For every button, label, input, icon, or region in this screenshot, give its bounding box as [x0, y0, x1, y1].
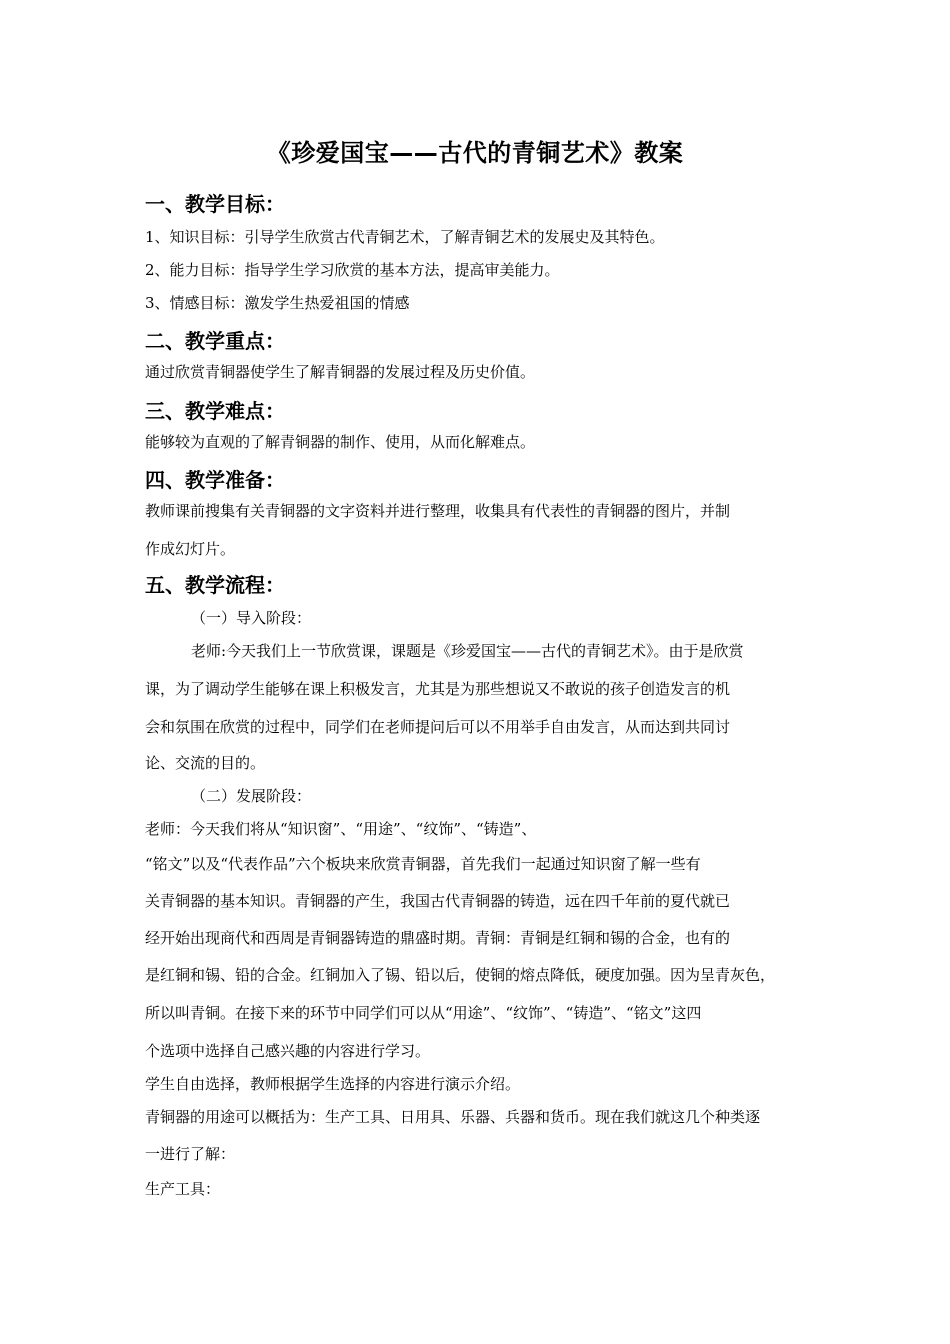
stage1-label: （一）导入阶段：: [191, 609, 312, 627]
stage2-line: 学生自由选择，教师根据学生选择的内容进行演示介绍。: [145, 1075, 521, 1093]
heading-teaching-goals: 一、教学目标：: [145, 192, 285, 216]
document-title: 《珍爱国宝——古代的青铜艺术》教案: [266, 139, 684, 167]
stage2-line: “铭文”以及“代表作品”六个板块来欣赏青铜器，首先我们一起通过知识窗了解一些有: [145, 855, 701, 873]
stage2-line: 所以叫青铜。在接下来的环节中同学们可以从“用途”、“纹饰”、“铸造”、“铭文”这四: [145, 1004, 702, 1022]
heading-teaching-difficulty: 三、教学难点：: [145, 399, 285, 423]
preparation-line: 教师课前搜集有关青铜器的文字资料并进行整理，收集具有代表性的青铜器的图片，并制: [145, 502, 731, 520]
stage2-line: 生产工具：: [145, 1180, 221, 1198]
stage2-line: 一进行了解：: [145, 1145, 236, 1163]
heading-teaching-preparation: 四、教学准备：: [145, 468, 285, 492]
stage1-line: 课，为了调动学生能够在课上积极发言，尤其是为那些想说又不敢说的孩子创造发言的机: [145, 680, 731, 698]
difficulty-text: 能够较为直观的了解青铜器的制作、使用，从而化解难点。: [145, 433, 536, 451]
stage2-label: （二）发展阶段：: [191, 787, 312, 805]
stage2-line: 经开始出现商代和西周是青铜器铸造的鼎盛时期。青铜：青铜是红铜和锡的合金，也有的: [145, 929, 731, 947]
goal-item-emotion: 3、情感目标：激发学生热爱祖国的情感: [145, 294, 410, 312]
stage2-line: 老师：今天我们将从“知识窗”、“用途”、“纹饰”、“铸造”、: [145, 820, 537, 838]
stage2-line: 关青铜器的基本知识。青铜器的产生，我国古代青铜器的铸造，远在四千年前的夏代就已: [145, 892, 731, 910]
stage2-line: 个选项中选择自己感兴趣的内容进行学习。: [145, 1042, 431, 1060]
stage1-line: 老师:今天我们上一节欣赏课，课题是《珍爱国宝——古代的青铜艺术》。由于是欣赏: [191, 642, 744, 660]
stage1-line: 会和氛围在欣赏的过程中，同学们在老师提问后可以不用举手自由发言，从而达到共同讨: [145, 718, 731, 736]
heading-teaching-process: 五、教学流程：: [145, 573, 285, 597]
stage1-line: 论、交流的目的。: [145, 754, 266, 772]
focus-text: 通过欣赏青铜器使学生了解青铜器的发展过程及历史价值。: [145, 363, 536, 381]
stage2-line: 是红铜和锡、铅的合金。红铜加入了锡、铅以后，使铜的熔点降低，硬度加强。因为呈青灰色，: [145, 966, 776, 984]
preparation-line: 作成幻灯片。: [145, 540, 236, 558]
heading-teaching-focus: 二、教学重点：: [145, 329, 285, 353]
goal-item-ability: 2、能力目标：指导学生学习欣赏的基本方法，提高审美能力。: [145, 261, 560, 279]
goal-item-knowledge: 1、知识目标：引导学生欣赏古代青铜艺术，了解青铜艺术的发展史及其特色。: [145, 228, 665, 246]
stage2-line: 青铜器的用途可以概括为：生产工具、日用具、乐器、兵器和货币。现在我们就这几个种类逐: [145, 1108, 761, 1126]
